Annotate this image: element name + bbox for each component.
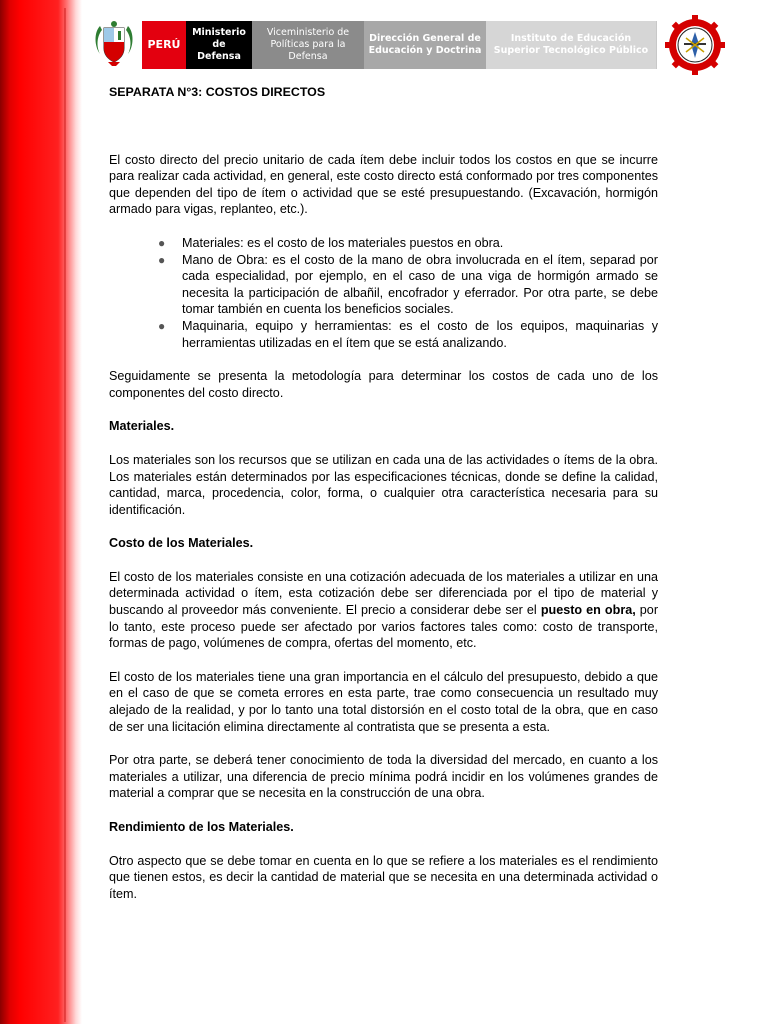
cost-components-list [109, 235, 658, 351]
importance-paragraph: El costo de los materiales tiene una gran importancia en el cálculo del presupuesto, debido a que en el caso de que se cometa errores en esta parte, trae como consecuencia un resultado muy alejado de la realidad, y por lo tanto una total distorsión en el costo total de la obra, que en caso de ser una licitación elimina directamente al contratista que se presenta a esta. [109, 669, 658, 734]
ministry-label: Ministerio de Defensa [186, 21, 252, 69]
institute-seal-icon [664, 14, 726, 76]
materials-cost-heading: Costo de los Materiales. [109, 536, 254, 551]
emphasis-text: puesto en obra, [540, 603, 636, 618]
viceministry-label: Viceministerio de Políticas para la Defensa [252, 21, 364, 69]
red-margin-band [0, 0, 82, 1024]
materials-yield-heading: Rendimiento de los Materiales. [109, 820, 294, 834]
document-body [109, 84, 658, 919]
list-item: ● Mano de Obra: es el costo de la mano de obra involucrada en el ítem, separad por cada especialidad, por ejemplo, en el caso de una viga de hormigón armado se necesita la participación de albañil, encofrador y eferrador. Por otra parte, se debe tomar también en cuenta los beneficios sociales. [158, 252, 658, 317]
list-item: ● Materiales: es el costo de los materiales puestos en obra. [158, 235, 504, 250]
materials-heading: Materiales. [109, 419, 175, 434]
methodology-paragraph: Seguidamente se presenta la metodología para determinar los costos de cada uno de los componentes del costo directo. [109, 369, 658, 400]
list-item: ● Maquinaria, equipo y herramientas: es el costo de los equipos, maquinarias y herramientas utilizadas en el ítem que se está analizando. [158, 318, 658, 350]
direction-label: Dirección General de Educación y Doctrina [364, 21, 486, 69]
market-paragraph: Por otra parte, se deberá tener conocimiento de toda la diversidad del mercado, en cuanto a los materiales a utilizar, una diferencia de precio mínima podrá incidir en los volúmenes grandes de material a comprar que se necesita en la construcción de una obra. [109, 753, 658, 801]
peru-coat-of-arms-icon [92, 20, 136, 68]
materials-paragraph: Los materiales son los recursos que se utilizan en cada una de las actividades o ítems de la obra. Los materiales están determinados por las especificaciones técnicas, donde se define la calidad, cantidad, marca, procedencia, color, forma, o cualquier otra característica necesaria para su identificación. [109, 452, 658, 517]
institutional-header [92, 18, 732, 70]
peru-label: PERÚ [142, 21, 186, 69]
bullet-icon: ● [158, 318, 166, 333]
intro-paragraph: El costo directo del precio unitario de cada ítem debe incluir todos los costos en que se incurre para realizar cada actividad, en general, este costo directo está conformado por tres componentes que dependen del tipo de ítem o actividad que se esté presupuestando. (Excavación, hormigón armado para vigas, replanteo, etc.). [109, 152, 658, 217]
bullet-icon: ● [158, 252, 166, 267]
document-title: SEPARATA N°3: COSTOS DIRECTOS [109, 85, 326, 99]
materials-yield-paragraph: Otro aspecto que se debe tomar en cuenta en lo que se refiere a los materiales es el rendimiento que tienen estos, es decir la cantidad de material que se necesita en una determinada actividad o ítem. [109, 853, 658, 901]
materials-cost-paragraph: El costo de los materiales consiste en una cotización adecuada de los materiales a utilizar en una determinada actividad o ítem, esta cotización debe ser diferenciada por el tipo de material y buscando al proveedor más conveniente. El precio a considerar debe ser el puesto en obra, por lo tanto, este proceso puede ser afectado por varios factores tales como: costo de transporte, formas de pago, volúmenes de compra, ofertas del momento, etc. [109, 569, 659, 651]
institute-label: Instituto de Educación Superior Tecnológico Público [486, 21, 657, 69]
page-edge-line [64, 8, 66, 1022]
bullet-icon: ● [158, 235, 166, 250]
